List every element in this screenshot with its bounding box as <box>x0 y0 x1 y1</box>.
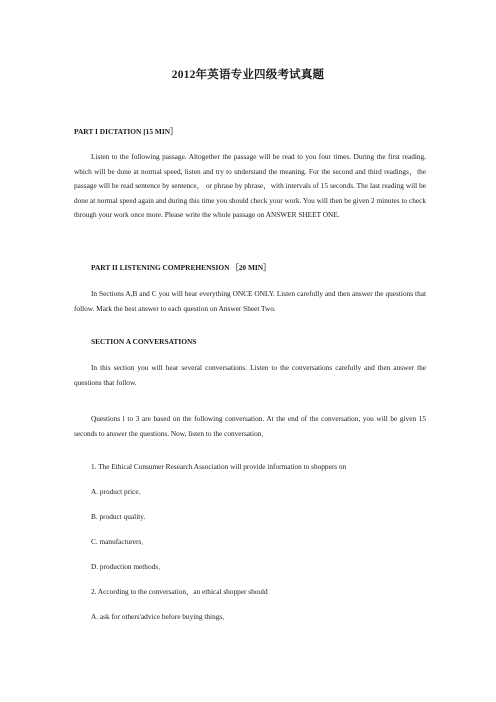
sectionA-lead-text: Questions l to 3 are based on the following conversation. At the end of the conversation, you will be given 15 seconds to answer the questions. Now, listen to the conversation． <box>74 414 426 438</box>
question-2-option-a: A. ask for others'advice before buying things． <box>91 612 230 621</box>
sectionA-instructions-text: In this section you will hear several conversations. Listen to the conversations carefully and then answer the questions that follow. <box>74 363 426 387</box>
part1-instructions <box>74 150 426 223</box>
part1-instructions-text: Listen to the following passage. Altogether the passage will be read to you four times. During the first reading, which will be done at normal speed, listen and try to understand the meaning. For the second and third readings，the passage will be read sentence by sentence， or phrase by phrase，with intervals of 15 seconds. The last reading will be done at normal speed again and during this time you should check your work. You will then be given 2 minutes to check through your work once more. Please write the whole passage on ANSWER SHEET ONE. <box>74 152 426 220</box>
part2-heading: PART II LISTENING COMPREHENSION ［20 MIN］ <box>91 263 271 272</box>
page-title: 2012年英语专业四级考试真题 <box>171 69 325 81</box>
part2-instructions <box>74 287 426 316</box>
question-1-stem: 1. The Ethical Consumer Research Association will provide information to shoppers on <box>91 462 347 471</box>
question-1-option-c: C. manufacturers． <box>91 537 149 546</box>
sectionA-heading: SECTION A CONVERSATIONS <box>91 337 197 346</box>
question-1-option-b: B. product quality. <box>91 512 146 521</box>
part1-heading: PART I DICTATION [15 MIN］ <box>74 127 178 136</box>
sectionA-instructions <box>74 361 426 390</box>
question-1-option-d: D. production methods． <box>91 562 166 571</box>
question-2-stem: 2. According to the conversation，an ethical shopper should <box>91 587 268 596</box>
part2-instructions-text: In Sections A,B and C you will hear everything ONCE ONLY. Listen carefully and then answer the questions that follow. Mark the best answer to each question on Answer Sheet Two. <box>74 289 426 313</box>
sectionA-lead <box>74 412 426 441</box>
question-1-option-a: A. product price． <box>91 487 146 496</box>
